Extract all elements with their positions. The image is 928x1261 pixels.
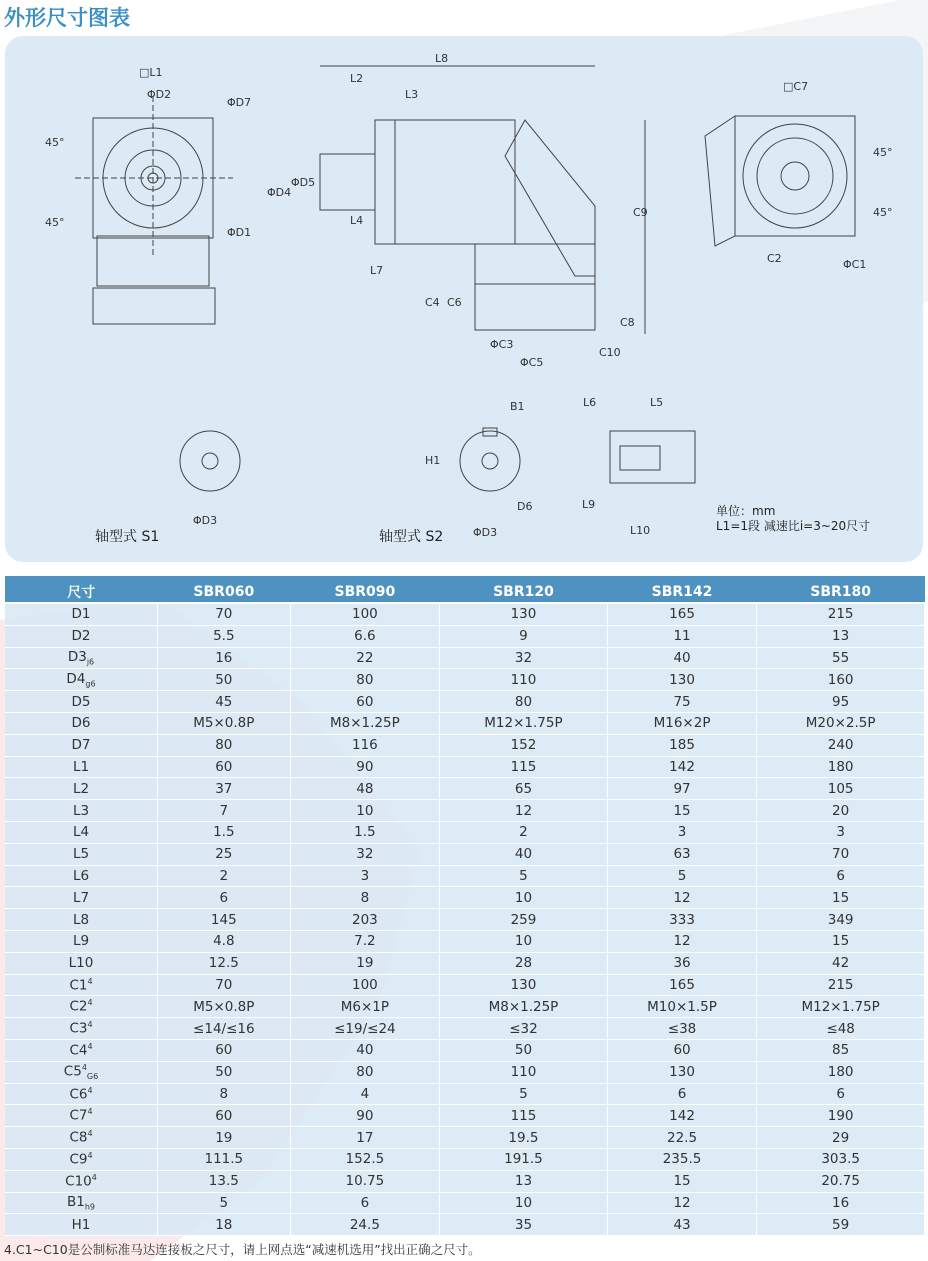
table-cell: 40 <box>607 647 757 669</box>
table-cell: 116 <box>290 734 440 756</box>
table-cell: 100 <box>290 604 440 625</box>
row-label: D7 <box>5 734 158 756</box>
row-label: $C5^4_{G6}$ <box>5 1061 158 1083</box>
svg-text:ΦC5: ΦC5 <box>520 356 544 369</box>
table-cell: 10.75 <box>290 1170 440 1192</box>
table-cell: 16 <box>158 647 291 669</box>
row-label: $C1^4$ <box>5 974 158 996</box>
table-cell: M5×0.8P <box>158 712 291 734</box>
table-cell: 142 <box>607 1105 757 1127</box>
svg-text:□C7: □C7 <box>783 80 809 93</box>
table-cell: 7.2 <box>290 930 440 952</box>
table-cell: 8 <box>290 887 440 909</box>
row-label: $B1_{h9}$ <box>5 1192 158 1214</box>
column-header: 尺寸 <box>5 578 158 605</box>
caption-s2: 轴型式 S2 <box>379 529 444 545</box>
table-cell: 80 <box>158 734 291 756</box>
row-label: D5 <box>5 691 158 713</box>
svg-text:ΦC1: ΦC1 <box>843 258 867 271</box>
table-cell: 6 <box>757 865 925 887</box>
table-cell: 259 <box>440 909 608 931</box>
table-cell: 4 <box>290 1083 440 1105</box>
table-cell: 110 <box>440 669 608 691</box>
row-label: L1 <box>5 756 158 778</box>
svg-text:C2: C2 <box>767 252 782 265</box>
svg-text:B1: B1 <box>510 400 525 413</box>
row-label: L2 <box>5 778 158 800</box>
table-cell: 130 <box>607 669 757 691</box>
table-cell: 130 <box>440 604 608 625</box>
table-row <box>5 625 925 647</box>
table-row <box>5 843 925 865</box>
table-cell: 97 <box>607 778 757 800</box>
table-cell: M12×1.75P <box>757 996 925 1018</box>
table-row <box>5 1061 925 1083</box>
table-cell: 13.5 <box>158 1170 291 1192</box>
table-row <box>5 691 925 713</box>
table-cell: 110 <box>440 1061 608 1083</box>
table-cell: 16 <box>757 1192 925 1214</box>
table-cell: 142 <box>607 756 757 778</box>
front-view-drawing <box>75 96 233 324</box>
table-cell: 6 <box>757 1083 925 1105</box>
table-cell: 19.5 <box>440 1127 608 1149</box>
table-row <box>5 909 925 931</box>
table-cell: 50 <box>158 1061 291 1083</box>
svg-text:ΦD2: ΦD2 <box>147 88 172 101</box>
table-cell: 43 <box>607 1214 757 1236</box>
side-view-drawing <box>320 66 645 334</box>
table-cell: 12 <box>607 1192 757 1214</box>
table-cell: 22 <box>290 647 440 669</box>
table-row <box>5 952 925 974</box>
table-cell: 50 <box>158 669 291 691</box>
table-cell: 19 <box>290 952 440 974</box>
table-cell: 11 <box>607 625 757 647</box>
table-row <box>5 647 925 669</box>
table-row <box>5 1018 925 1040</box>
table-cell: M20×2.5P <box>757 712 925 734</box>
table-cell: 152.5 <box>290 1148 440 1170</box>
column-header: SBR090 <box>290 578 440 605</box>
table-row <box>5 1148 925 1170</box>
table-cell: 15 <box>607 800 757 822</box>
table-row <box>5 669 925 691</box>
column-header: SBR180 <box>757 578 925 605</box>
svg-text:C10: C10 <box>599 346 621 359</box>
table-cell: M6×1P <box>290 996 440 1018</box>
svg-text:C4: C4 <box>425 296 440 309</box>
row-label: L5 <box>5 843 158 865</box>
svg-text:ΦD7: ΦD7 <box>227 96 252 109</box>
table-cell: 12.5 <box>158 952 291 974</box>
svg-text:C8: C8 <box>620 316 635 329</box>
table-cell: 1.5 <box>158 821 291 843</box>
row-label: L6 <box>5 865 158 887</box>
table-cell: 12 <box>607 887 757 909</box>
table-cell: 65 <box>440 778 608 800</box>
svg-text:□L1: □L1 <box>139 66 163 79</box>
table-cell: 80 <box>290 669 440 691</box>
table-cell: 19 <box>158 1127 291 1149</box>
table-row <box>5 1170 925 1192</box>
svg-text:L2: L2 <box>350 72 364 85</box>
row-label: D2 <box>5 625 158 647</box>
table-cell: 35 <box>440 1214 608 1236</box>
table-cell: 60 <box>158 1105 291 1127</box>
svg-text:45°: 45° <box>873 206 893 219</box>
table-cell: 7 <box>158 800 291 822</box>
table-cell: ≤14/≤16 <box>158 1018 291 1040</box>
svg-text:L5: L5 <box>650 396 664 409</box>
table-cell: 55 <box>757 647 925 669</box>
svg-text:L8: L8 <box>435 52 449 65</box>
row-label: $C8^4$ <box>5 1127 158 1149</box>
table-cell: 70 <box>757 843 925 865</box>
table-cell: ≤19/≤24 <box>290 1018 440 1040</box>
row-label: D1 <box>5 604 158 625</box>
table-cell: 100 <box>290 974 440 996</box>
table-cell: 165 <box>607 604 757 625</box>
table-row <box>5 756 925 778</box>
row-label: L10 <box>5 952 158 974</box>
table-cell: 303.5 <box>757 1148 925 1170</box>
rear-view-drawing <box>705 116 855 246</box>
table-cell: 32 <box>290 843 440 865</box>
table-cell: 190 <box>757 1105 925 1127</box>
table-cell: 70 <box>158 974 291 996</box>
table-cell: 115 <box>440 1105 608 1127</box>
table-cell: 18 <box>158 1214 291 1236</box>
table-cell: ≤38 <box>607 1018 757 1040</box>
column-header: SBR142 <box>607 578 757 605</box>
table-cell: 42 <box>757 952 925 974</box>
table-cell: 6 <box>290 1192 440 1214</box>
table-cell: 75 <box>607 691 757 713</box>
svg-text:L9: L9 <box>582 498 596 511</box>
svg-text:L4: L4 <box>350 214 364 227</box>
row-label: $C3^4$ <box>5 1018 158 1040</box>
table-row <box>5 974 925 996</box>
table-cell: 40 <box>290 1039 440 1061</box>
table-cell: 15 <box>607 1170 757 1192</box>
table-cell: 130 <box>607 1061 757 1083</box>
table-cell: 80 <box>290 1061 440 1083</box>
table-row <box>5 1105 925 1127</box>
row-label: $C10^4$ <box>5 1170 158 1192</box>
table-cell: 20.75 <box>757 1170 925 1192</box>
table-cell: 24.5 <box>290 1214 440 1236</box>
svg-text:L6: L6 <box>583 396 597 409</box>
table-cell: 3 <box>757 821 925 843</box>
table-cell: 5 <box>440 1083 608 1105</box>
table-cell: 10 <box>440 887 608 909</box>
table-cell: 95 <box>757 691 925 713</box>
table-cell: M5×0.8P <box>158 996 291 1018</box>
row-label: $D3_{j6}$ <box>5 647 158 669</box>
row-label: D6 <box>5 712 158 734</box>
table-cell: 180 <box>757 756 925 778</box>
table-row <box>5 865 925 887</box>
table-cell: 63 <box>607 843 757 865</box>
table-row <box>5 1039 925 1061</box>
table-cell: 22.5 <box>607 1127 757 1149</box>
table-row <box>5 1192 925 1214</box>
table-cell: 5.5 <box>158 625 291 647</box>
svg-text:L7: L7 <box>370 264 384 277</box>
table-cell: 215 <box>757 604 925 625</box>
table-cell: 60 <box>607 1039 757 1061</box>
table-cell: 59 <box>757 1214 925 1236</box>
table-cell: 60 <box>158 756 291 778</box>
table-row <box>5 821 925 843</box>
column-header: SBR120 <box>440 578 608 605</box>
table-cell: 145 <box>158 909 291 931</box>
table-cell: 111.5 <box>158 1148 291 1170</box>
table-cell: M12×1.75P <box>440 712 608 734</box>
table-cell: 90 <box>290 756 440 778</box>
table-cell: 90 <box>290 1105 440 1127</box>
table-cell: 5 <box>440 865 608 887</box>
dimension-drawings <box>5 36 923 562</box>
table-cell: 20 <box>757 800 925 822</box>
footnote: 4.C1~C10是公制标准马达连接板之尺寸，请上网点选“减速机选用”找出正确之尺寸。 <box>4 1242 481 1257</box>
row-label: $C4^4$ <box>5 1039 158 1061</box>
table-row <box>5 887 925 909</box>
svg-text:C9: C9 <box>633 206 648 219</box>
table-cell: 333 <box>607 909 757 931</box>
table-cell: 10 <box>290 800 440 822</box>
table-cell: 185 <box>607 734 757 756</box>
svg-text:ΦD3: ΦD3 <box>473 526 498 539</box>
table-cell: 5 <box>158 1192 291 1214</box>
table-cell: ≤48 <box>757 1018 925 1040</box>
table-cell: 12 <box>607 930 757 952</box>
svg-text:ΦD3: ΦD3 <box>193 514 218 527</box>
table-cell: 60 <box>290 691 440 713</box>
table-cell: 203 <box>290 909 440 931</box>
page-title: 外形尺寸图表 <box>4 6 130 30</box>
table-row <box>5 996 925 1018</box>
table-cell: 48 <box>290 778 440 800</box>
shaft-s1-drawing <box>180 431 240 491</box>
svg-text:L10: L10 <box>630 524 651 537</box>
table-cell: 4.8 <box>158 930 291 952</box>
table-cell: 160 <box>757 669 925 691</box>
table-cell: 105 <box>757 778 925 800</box>
table-cell: 36 <box>607 952 757 974</box>
table-cell: 60 <box>158 1039 291 1061</box>
dimension-drawing-panel <box>5 36 923 562</box>
table-cell: M16×2P <box>607 712 757 734</box>
table-cell: 37 <box>158 778 291 800</box>
table-cell: 25 <box>158 843 291 865</box>
table-cell: 80 <box>440 691 608 713</box>
table-cell: 2 <box>158 865 291 887</box>
shaft-s2-drawing <box>460 428 520 491</box>
table-cell: M10×1.5P <box>607 996 757 1018</box>
table-cell: 115 <box>440 756 608 778</box>
svg-text:45°: 45° <box>45 216 65 229</box>
table-row <box>5 1083 925 1105</box>
table-cell: 50 <box>440 1039 608 1061</box>
svg-text:45°: 45° <box>873 146 893 159</box>
table-cell: 40 <box>440 843 608 865</box>
row-label: H1 <box>5 1214 158 1236</box>
svg-text:H1: H1 <box>425 454 441 467</box>
column-header: SBR060 <box>158 578 291 605</box>
table-cell: 32 <box>440 647 608 669</box>
table-cell: 10 <box>440 1192 608 1214</box>
svg-text:ΦD1: ΦD1 <box>227 226 252 239</box>
table-cell: 13 <box>440 1170 608 1192</box>
thread-detail-drawing <box>610 431 695 483</box>
table-cell: 3 <box>290 865 440 887</box>
table-cell: 215 <box>757 974 925 996</box>
row-label: $D4_{g6}$ <box>5 669 158 691</box>
table-cell: 12 <box>440 800 608 822</box>
table-cell: 15 <box>757 887 925 909</box>
table-cell: 29 <box>757 1127 925 1149</box>
row-label: $C2^4$ <box>5 996 158 1018</box>
table-cell: 6 <box>158 887 291 909</box>
table-cell: M8×1.25P <box>440 996 608 1018</box>
table-cell: M8×1.25P <box>290 712 440 734</box>
table-cell: 191.5 <box>440 1148 608 1170</box>
table-cell: 70 <box>158 604 291 625</box>
table-row <box>5 930 925 952</box>
row-label: L3 <box>5 800 158 822</box>
table-cell: ≤32 <box>440 1018 608 1040</box>
table-row <box>5 1127 925 1149</box>
table-cell: 5 <box>607 865 757 887</box>
table-row <box>5 778 925 800</box>
table-row <box>5 734 925 756</box>
table-row <box>5 712 925 734</box>
row-label: L8 <box>5 909 158 931</box>
table-row <box>5 1214 925 1236</box>
unit-note: 单位：mm L1=1段 减速比i=3~20尺寸 <box>716 504 871 533</box>
row-label: $C6^4$ <box>5 1083 158 1105</box>
table-cell: 130 <box>440 974 608 996</box>
svg-text:C6: C6 <box>447 296 462 309</box>
table-cell: 28 <box>440 952 608 974</box>
row-label: $C9^4$ <box>5 1148 158 1170</box>
table-cell: 152 <box>440 734 608 756</box>
caption-s1: 轴型式 S1 <box>95 529 160 545</box>
row-label: L9 <box>5 930 158 952</box>
table-row <box>5 604 925 625</box>
table-row <box>5 800 925 822</box>
table-cell: 1.5 <box>290 821 440 843</box>
table-cell: 240 <box>757 734 925 756</box>
table-cell: 3 <box>607 821 757 843</box>
svg-text:ΦC3: ΦC3 <box>490 338 514 351</box>
svg-text:L3: L3 <box>405 88 419 101</box>
table-cell: 15 <box>757 930 925 952</box>
table-cell: 165 <box>607 974 757 996</box>
svg-text:ΦD5: ΦD5 <box>291 176 316 189</box>
table-cell: 349 <box>757 909 925 931</box>
table-cell: 6 <box>607 1083 757 1105</box>
svg-text:45°: 45° <box>45 136 65 149</box>
svg-text:ΦD4: ΦD4 <box>267 186 292 199</box>
row-label: L7 <box>5 887 158 909</box>
row-label: L4 <box>5 821 158 843</box>
table-cell: 2 <box>440 821 608 843</box>
table-cell: 85 <box>757 1039 925 1061</box>
row-label: $C7^4$ <box>5 1105 158 1127</box>
table-cell: 45 <box>158 691 291 713</box>
table-cell: 6.6 <box>290 625 440 647</box>
table-cell: 235.5 <box>607 1148 757 1170</box>
svg-text:D6: D6 <box>517 500 533 513</box>
table-cell: 8 <box>158 1083 291 1105</box>
table-cell: 13 <box>757 625 925 647</box>
table-cell: 17 <box>290 1127 440 1149</box>
dimension-table <box>5 576 925 1236</box>
table-cell: 180 <box>757 1061 925 1083</box>
table-cell: 10 <box>440 930 608 952</box>
table-cell: 9 <box>440 625 608 647</box>
